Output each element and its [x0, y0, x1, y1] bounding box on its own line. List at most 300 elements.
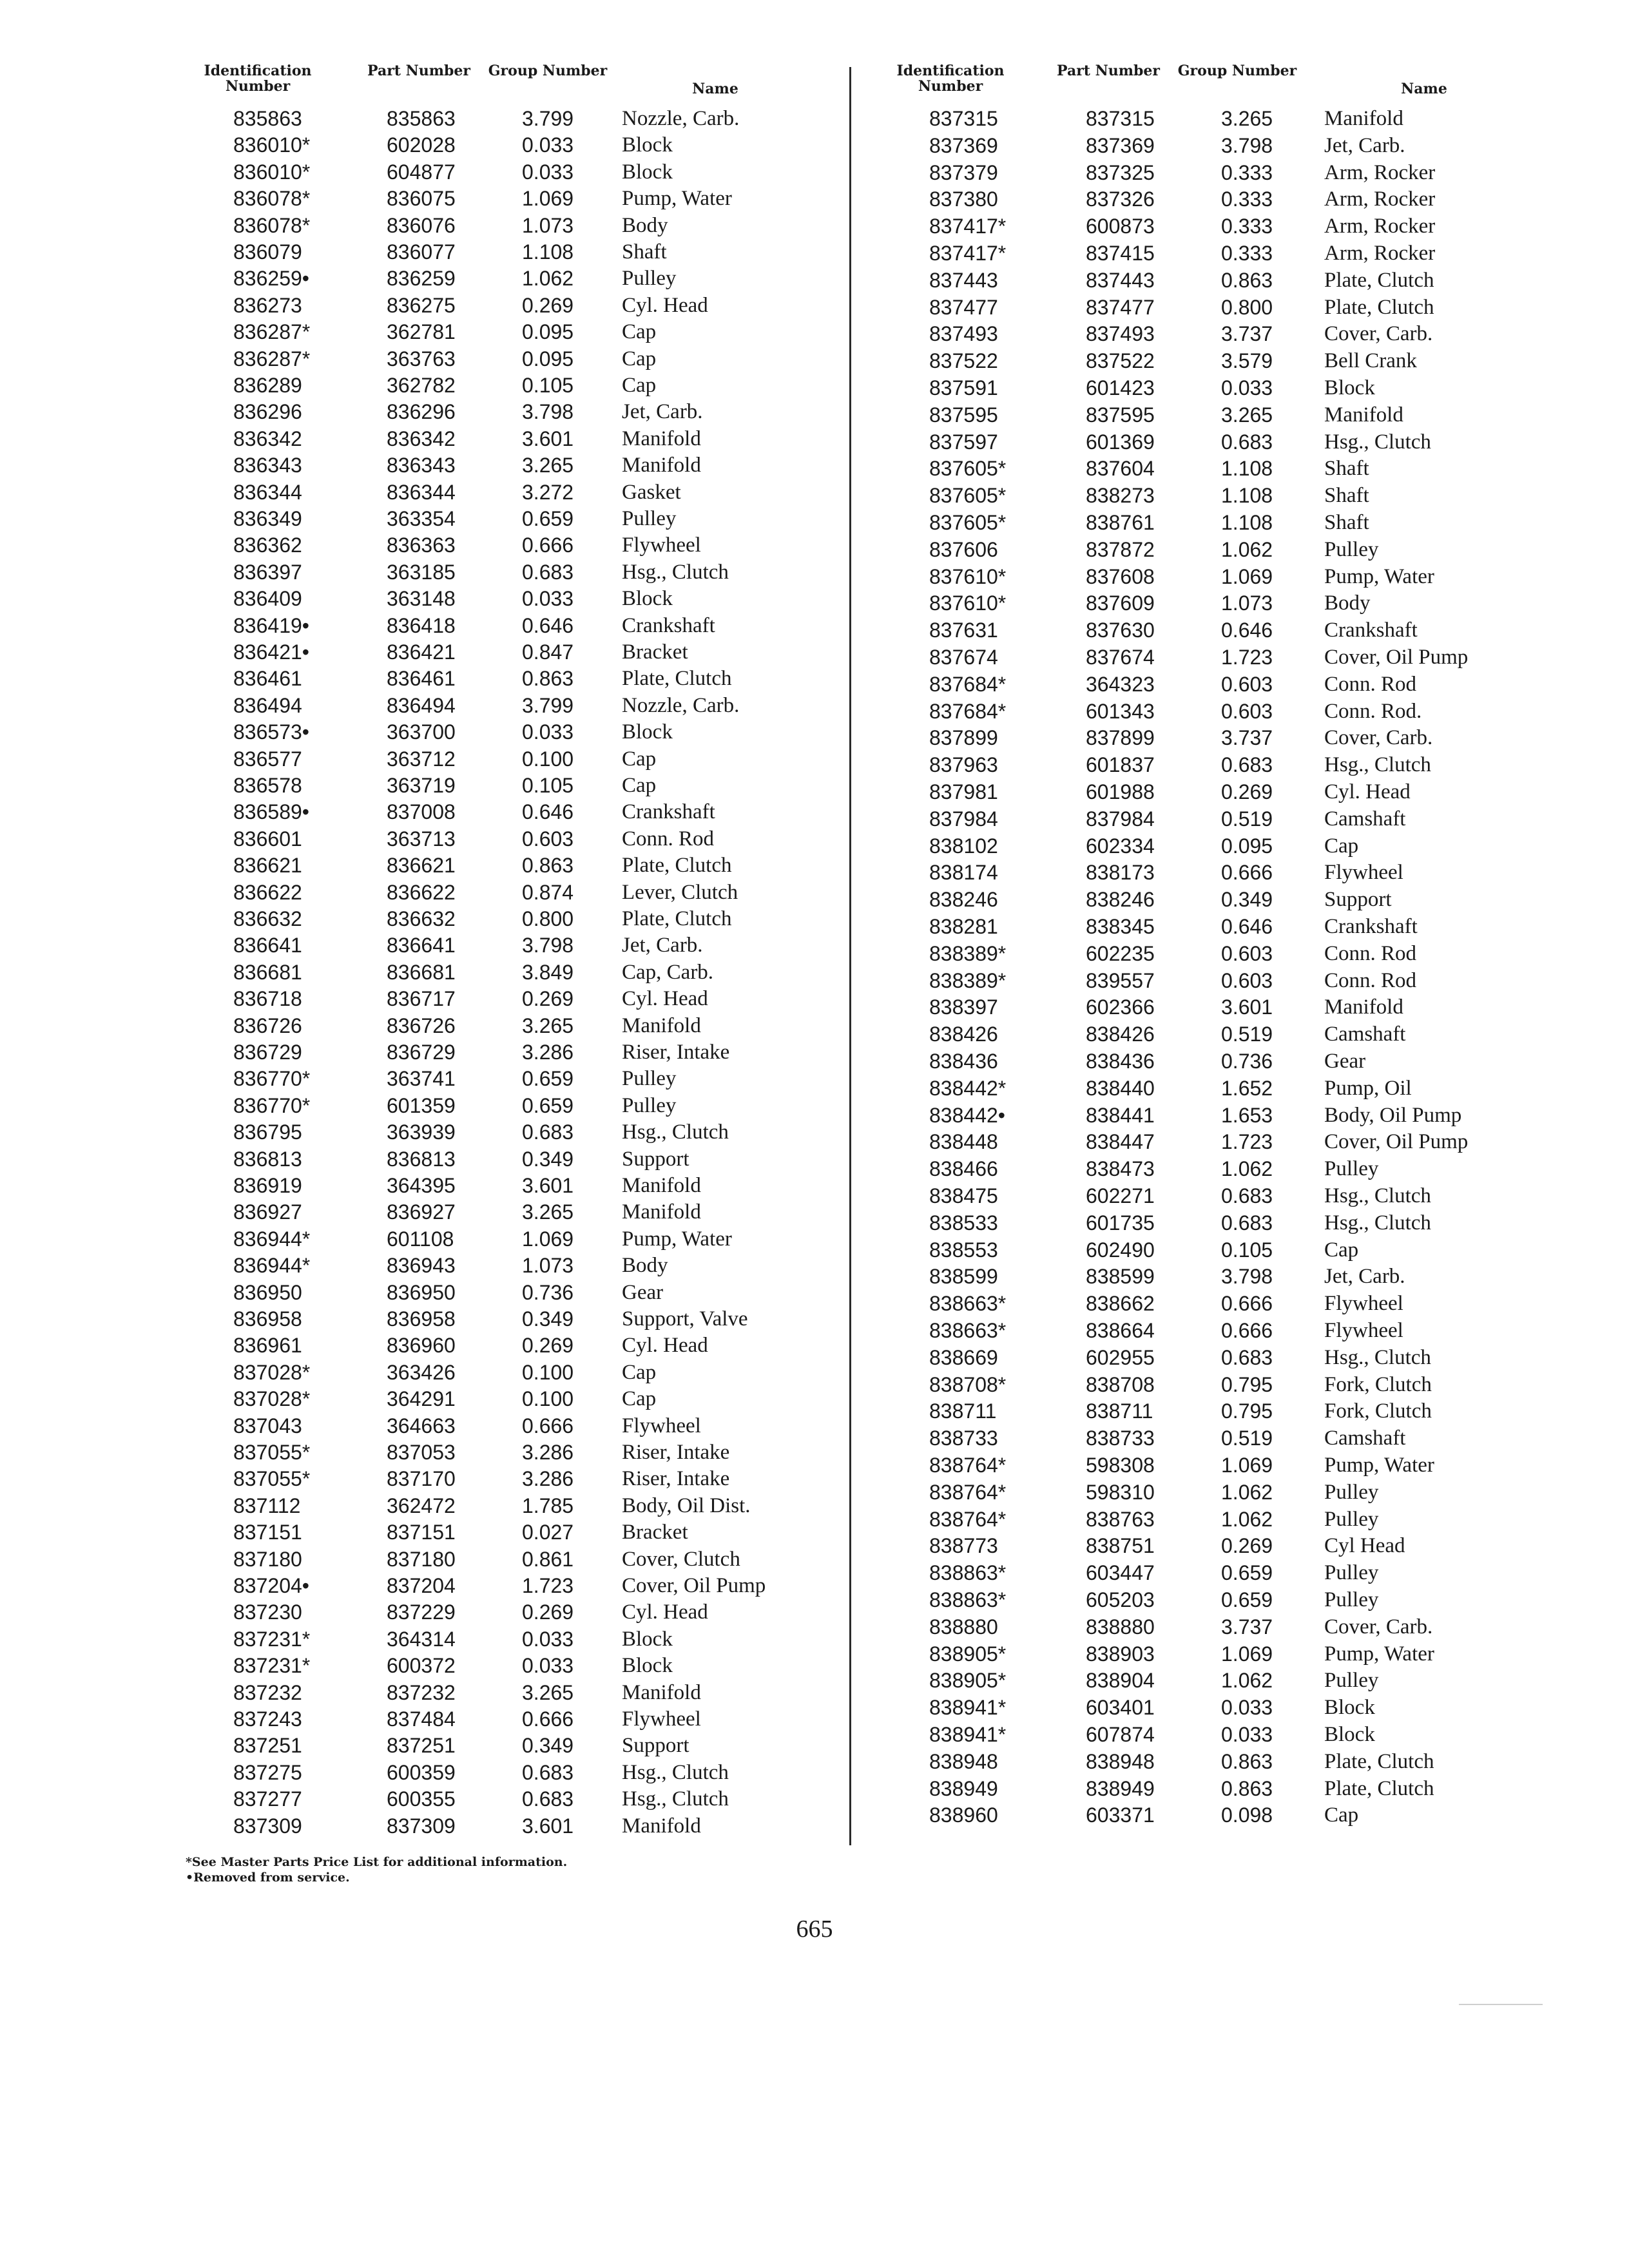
id-number-cell: 837277: [233, 1787, 302, 1811]
group-number-cell: 1.062: [1221, 1480, 1273, 1504]
group-number-cell: 0.105: [1221, 1238, 1273, 1262]
part-number-cell: 838246: [1086, 888, 1155, 912]
name-cell: Cap: [622, 1360, 657, 1384]
group-number-cell: 0.736: [522, 1280, 574, 1304]
part-number-cell: 837053: [387, 1441, 456, 1464]
group-number-cell: 0.666: [522, 533, 574, 557]
part-number-cell: 838751: [1086, 1534, 1155, 1558]
id-number-cell: 836287*: [233, 347, 311, 370]
footnotes: [186, 1854, 567, 1885]
name-cell: Cap: [622, 1387, 657, 1411]
group-number-cell: 0.683: [522, 1787, 574, 1811]
group-number-cell: 0.105: [522, 774, 574, 797]
name-cell: Pulley: [622, 267, 677, 291]
name-cell: Jet, Carb.: [622, 934, 703, 957]
part-number-cell: 837229: [387, 1600, 456, 1624]
group-number-cell: 0.603: [522, 827, 574, 850]
name-cell: Block: [1324, 1696, 1375, 1720]
name-cell: Hsg., Clutch: [1324, 753, 1431, 777]
part-number-cell: 838733: [1086, 1427, 1155, 1450]
id-number-cell: 836010*: [233, 133, 311, 157]
name-cell: Plate, Clutch: [1324, 1749, 1434, 1773]
group-number-cell: 0.519: [1221, 807, 1273, 831]
group-number-cell: 0.683: [1221, 430, 1273, 454]
id-number-cell: 838281: [929, 915, 998, 938]
id-number-cell: 837674: [929, 646, 998, 669]
group-number-cell: 0.646: [522, 800, 574, 824]
id-number-cell: 837380: [929, 187, 998, 211]
group-number-cell: 0.683: [1221, 1184, 1273, 1207]
group-number-cell: 3.265: [1221, 107, 1273, 130]
part-number-cell: 837630: [1086, 619, 1155, 642]
id-number-cell: 837963: [929, 753, 998, 777]
id-number-cell: 837243: [233, 1707, 302, 1731]
group-number-cell: 1.062: [1221, 1157, 1273, 1181]
name-cell: Cap: [622, 347, 657, 370]
part-number-cell: 838273: [1086, 484, 1155, 508]
part-number-cell: 836461: [387, 667, 456, 691]
id-number-cell: 838960: [929, 1803, 998, 1827]
id-number-cell: 836681: [233, 960, 302, 984]
name-cell: Manifold: [1324, 403, 1403, 427]
footnote-removed-from-service: •Removed from service.: [186, 1870, 350, 1885]
name-cell: Hsg., Clutch: [1324, 430, 1431, 454]
name-cell: Cap: [1324, 834, 1359, 858]
part-number-cell: 836344: [387, 480, 456, 504]
id-number-cell: 836577: [233, 747, 302, 771]
group-number-cell: 0.666: [522, 1707, 574, 1731]
part-number-cell: 838904: [1086, 1669, 1155, 1693]
group-number-cell: 3.798: [522, 400, 574, 424]
part-number-cell: 838880: [1086, 1615, 1155, 1639]
id-number-cell: 838773: [929, 1534, 998, 1558]
part-number-cell: 836960: [387, 1334, 456, 1358]
group-number-cell: 0.874: [522, 880, 574, 904]
name-cell: Cyl. Head: [622, 1334, 708, 1358]
part-number-cell: 836342: [387, 427, 456, 450]
part-number-cell: 602028: [387, 133, 456, 157]
group-number-cell: 0.666: [1221, 1292, 1273, 1316]
part-number-cell: 839557: [1086, 968, 1155, 992]
name-cell: Arm, Rocker: [1324, 242, 1436, 265]
part-number-cell: 836726: [387, 1014, 456, 1037]
id-number-cell: 837606: [929, 537, 998, 561]
part-number-cell: 836077: [387, 240, 456, 264]
id-number-cell: 836589•: [233, 800, 309, 824]
id-number-cell: 837231*: [233, 1627, 311, 1651]
part-number-cell: 602955: [1086, 1345, 1155, 1369]
group-number-cell: 3.265: [522, 1014, 574, 1037]
group-number-cell: 1.062: [522, 267, 574, 291]
group-number-cell: 0.269: [522, 1600, 574, 1624]
part-number-cell: 364663: [387, 1414, 456, 1437]
part-number-cell: 600355: [387, 1787, 456, 1811]
id-number-cell: 836494: [233, 693, 302, 717]
id-number-cell: 836397: [233, 560, 302, 584]
group-number-cell: 0.659: [1221, 1561, 1273, 1585]
id-number-cell: 836601: [233, 827, 302, 850]
part-number-cell: 837595: [1086, 403, 1155, 427]
group-number-cell: 0.603: [1221, 968, 1273, 992]
name-cell: Manifold: [622, 1014, 701, 1037]
group-number-cell: 0.646: [1221, 915, 1273, 938]
name-cell: Hsg., Clutch: [1324, 1345, 1431, 1369]
id-number-cell: 836919: [233, 1174, 302, 1197]
id-number-cell: 838949: [929, 1776, 998, 1800]
name-cell: Fork, Clutch: [1324, 1372, 1432, 1396]
id-number-cell: 837684*: [929, 699, 1007, 723]
part-number-cell: 837180: [387, 1547, 456, 1571]
part-number-cell: 604877: [387, 160, 456, 184]
name-cell: Pump, Oil: [1324, 1076, 1412, 1100]
id-number-cell: 836289: [233, 374, 302, 397]
id-number-cell: 837595: [929, 403, 998, 427]
group-number-cell: 1.723: [522, 1574, 574, 1597]
part-number-cell: 837309: [387, 1814, 456, 1838]
part-number-cell: 838949: [1086, 1776, 1155, 1800]
name-cell: Fork, Clutch: [1324, 1399, 1432, 1423]
part-number-cell: 363700: [387, 720, 456, 744]
part-number-cell: 363426: [387, 1360, 456, 1384]
part-number-cell: 836729: [387, 1041, 456, 1064]
group-number-cell: 0.683: [1221, 1211, 1273, 1235]
group-number-cell: 0.095: [522, 320, 574, 344]
id-number-cell: 836296: [233, 400, 302, 424]
name-cell: Cap: [622, 374, 657, 397]
group-number-cell: 3.265: [522, 1680, 574, 1704]
part-number-cell: 838708: [1086, 1372, 1155, 1396]
name-cell: Riser, Intake: [622, 1041, 730, 1064]
group-number-cell: 0.861: [522, 1547, 574, 1571]
part-number-cell: 836494: [387, 693, 456, 717]
name-cell: Hsg., Clutch: [622, 1120, 729, 1144]
id-number-cell: 836958: [233, 1307, 302, 1331]
part-number-cell: 601837: [1086, 753, 1155, 777]
group-number-cell: 3.798: [1221, 1265, 1273, 1289]
group-number-cell: 0.683: [1221, 753, 1273, 777]
part-number-cell: 838761: [1086, 511, 1155, 534]
name-cell: Pulley: [1324, 1561, 1379, 1585]
name-cell: Cap: [622, 747, 657, 771]
name-cell: Cap, Carb.: [622, 960, 714, 984]
part-number-cell: 363354: [387, 507, 456, 530]
name-cell: Block: [1324, 376, 1375, 399]
id-number-cell: 838880: [929, 1615, 998, 1639]
id-number-cell: 837610*: [929, 564, 1007, 588]
name-cell: Flywheel: [1324, 1292, 1403, 1316]
part-number-cell: 607874: [1086, 1723, 1155, 1746]
id-number-cell: 838863*: [929, 1588, 1007, 1611]
id-number-cell: 838246: [929, 888, 998, 912]
name-cell: Jet, Carb.: [1324, 1265, 1405, 1289]
header-part-number: Part Number: [1057, 62, 1160, 79]
group-number-cell: 1.069: [522, 187, 574, 211]
part-number-cell: 836943: [387, 1254, 456, 1278]
part-number-cell: 836363: [387, 533, 456, 557]
group-number-cell: 0.795: [1221, 1372, 1273, 1396]
id-number-cell: 838708*: [929, 1372, 1007, 1396]
name-cell: Plate, Clutch: [1324, 1776, 1434, 1800]
group-number-cell: 3.737: [1221, 1615, 1273, 1639]
scan-mark: [1459, 2004, 1543, 2005]
part-number-cell: 838436: [1086, 1050, 1155, 1073]
id-number-cell: 837597: [929, 430, 998, 454]
id-number-cell: 836461: [233, 667, 302, 691]
id-number-cell: 838905*: [929, 1669, 1007, 1693]
id-number-cell: 837493: [929, 322, 998, 346]
part-number-cell: 838345: [1086, 915, 1155, 938]
name-cell: Conn. Rod: [1324, 672, 1417, 696]
name-cell: Manifold: [1324, 995, 1403, 1019]
name-cell: Plate, Clutch: [1324, 295, 1434, 319]
id-number-cell: 837309: [233, 1814, 302, 1838]
name-cell: Cover, Oil Pump: [622, 1574, 766, 1597]
id-number-cell: 836726: [233, 1014, 302, 1037]
part-number-cell: 364291: [387, 1387, 456, 1411]
id-number-cell: 836078*: [233, 187, 311, 211]
name-cell: Cap: [622, 774, 657, 797]
name-cell: Cover, Carb.: [1324, 726, 1433, 750]
group-number-cell: 0.269: [522, 293, 574, 317]
id-number-cell: 838442•: [929, 1103, 1005, 1127]
group-number-cell: 1.723: [1221, 646, 1273, 669]
group-number-cell: 3.272: [522, 480, 574, 504]
id-number-cell: 836729: [233, 1041, 302, 1064]
part-number-cell: 364314: [387, 1627, 456, 1651]
group-number-cell: 1.108: [1221, 511, 1273, 534]
part-number-cell: 837251: [387, 1734, 456, 1758]
name-cell: Pulley: [1324, 1588, 1379, 1611]
part-number-cell: 837151: [387, 1521, 456, 1544]
id-number-cell: 836770*: [233, 1067, 311, 1091]
name-cell: Manifold: [622, 454, 701, 477]
part-number-cell: 837443: [1086, 268, 1155, 292]
id-number-cell: 837231*: [233, 1654, 311, 1678]
id-number-cell: 838389*: [929, 968, 1007, 992]
name-cell: Cover, Oil Pump: [1324, 1130, 1469, 1154]
id-number-cell: 838442*: [929, 1076, 1007, 1100]
name-cell: Hsg., Clutch: [1324, 1184, 1431, 1207]
id-number-cell: 836961: [233, 1334, 302, 1358]
group-number-cell: 3.601: [1221, 995, 1273, 1019]
group-number-cell: 0.033: [522, 1627, 574, 1651]
group-number-cell: 1.073: [1221, 591, 1273, 615]
group-number-cell: 1.073: [522, 1254, 574, 1278]
name-cell: Block: [622, 1627, 673, 1651]
group-number-cell: 0.519: [1221, 1427, 1273, 1450]
part-number-cell: 837204: [387, 1574, 456, 1597]
id-number-cell: 838733: [929, 1427, 998, 1450]
group-number-cell: 0.095: [1221, 834, 1273, 858]
id-number-cell: 838466: [929, 1157, 998, 1181]
id-number-cell: 838426: [929, 1023, 998, 1046]
group-number-cell: 0.603: [1221, 699, 1273, 723]
id-number-cell: 836622: [233, 880, 302, 904]
name-cell: Pump, Water: [1324, 564, 1434, 588]
id-number-cell: 837369: [929, 133, 998, 157]
part-number-cell: 836622: [387, 880, 456, 904]
part-number-cell: 364395: [387, 1174, 456, 1197]
name-cell: Crankshaft: [622, 613, 715, 637]
group-number-cell: 0.519: [1221, 1023, 1273, 1046]
id-number-cell: 836421•: [233, 640, 309, 664]
part-number-cell: 602334: [1086, 834, 1155, 858]
id-number-cell: 838174: [929, 861, 998, 885]
group-number-cell: 0.100: [522, 1360, 574, 1384]
group-number-cell: 0.800: [522, 907, 574, 930]
id-number-cell: 838669: [929, 1345, 998, 1369]
group-number-cell: 3.849: [522, 960, 574, 984]
id-number-cell: 837610*: [929, 591, 1007, 615]
id-number-cell: 838389*: [929, 941, 1007, 965]
group-number-cell: 0.349: [522, 1147, 574, 1171]
part-number-cell: 837984: [1086, 807, 1155, 831]
id-number-cell: 836010*: [233, 160, 311, 184]
group-number-cell: 1.069: [1221, 1642, 1273, 1666]
part-number-cell: 837872: [1086, 537, 1155, 561]
group-number-cell: 0.646: [1221, 619, 1273, 642]
part-number-cell: 837326: [1086, 187, 1155, 211]
group-number-cell: 0.269: [1221, 780, 1273, 803]
id-number-cell: 838436: [929, 1050, 998, 1073]
part-number-cell: 838763: [1086, 1507, 1155, 1531]
group-number-cell: 3.286: [522, 1441, 574, 1464]
id-number-cell: 837315: [929, 107, 998, 130]
group-number-cell: 0.033: [522, 133, 574, 157]
part-number-cell: 836296: [387, 400, 456, 424]
id-number-cell: 836641: [233, 934, 302, 957]
column-divider: [849, 67, 851, 1845]
group-number-cell: 3.737: [1221, 322, 1273, 346]
group-number-cell: 1.062: [1221, 537, 1273, 561]
group-number-cell: 0.683: [1221, 1345, 1273, 1369]
group-number-cell: 3.265: [1221, 403, 1273, 427]
name-cell: Pulley: [622, 1093, 677, 1117]
name-cell: Pulley: [1324, 537, 1379, 561]
name-cell: Pulley: [1324, 1480, 1379, 1504]
id-number-cell: 837591: [929, 376, 998, 399]
part-number-cell: 362472: [387, 1494, 456, 1517]
name-cell: Hsg., Clutch: [622, 560, 729, 584]
part-number-cell: 836958: [387, 1307, 456, 1331]
name-cell: Body, Oil Dist.: [622, 1494, 751, 1517]
group-number-cell: 0.033: [1221, 1723, 1273, 1746]
name-cell: Arm, Rocker: [1324, 187, 1436, 211]
group-number-cell: 1.062: [1221, 1507, 1273, 1531]
id-number-cell: 836950: [233, 1280, 302, 1304]
name-cell: Manifold: [622, 427, 701, 450]
name-cell: Body: [1324, 591, 1371, 615]
group-number-cell: 3.265: [522, 454, 574, 477]
part-number-cell: 836418: [387, 613, 456, 637]
part-number-cell: 836076: [387, 213, 456, 237]
id-number-cell: 836362: [233, 533, 302, 557]
part-number-cell: 837369: [1086, 133, 1155, 157]
name-cell: Support: [622, 1147, 689, 1171]
name-cell: Cover, Carb.: [1324, 322, 1433, 346]
name-cell: Cyl. Head: [622, 293, 708, 317]
part-number-cell: 602490: [1086, 1238, 1155, 1262]
id-number-cell: 837684*: [929, 672, 1007, 696]
group-number-cell: 0.349: [1221, 888, 1273, 912]
part-number-cell: 602271: [1086, 1184, 1155, 1207]
id-number-cell: 838905*: [929, 1642, 1007, 1666]
part-number-cell: 363719: [387, 774, 456, 797]
name-cell: Crankshaft: [622, 800, 715, 824]
name-cell: Bracket: [622, 1521, 688, 1544]
id-number-cell: 836344: [233, 480, 302, 504]
header-identification-number: Identification Number: [204, 62, 312, 95]
group-number-cell: 0.863: [522, 854, 574, 878]
name-cell: Arm, Rocker: [1324, 215, 1436, 238]
part-number-cell: 837484: [387, 1707, 456, 1731]
group-number-cell: 0.100: [522, 747, 574, 771]
part-number-cell: 838473: [1086, 1157, 1155, 1181]
id-number-cell: 837631: [929, 619, 998, 642]
name-cell: Plate, Clutch: [1324, 268, 1434, 292]
group-number-cell: 0.863: [1221, 1749, 1273, 1773]
name-cell: Flywheel: [1324, 861, 1403, 885]
part-number-cell: 838447: [1086, 1130, 1155, 1154]
id-number-cell: 838863*: [929, 1561, 1007, 1585]
part-number-cell: 603401: [1086, 1696, 1155, 1720]
name-cell: Bell Crank: [1324, 349, 1417, 373]
name-cell: Shaft: [1324, 484, 1369, 508]
group-number-cell: 1.069: [1221, 1454, 1273, 1477]
name-cell: Crankshaft: [1324, 915, 1418, 938]
name-cell: Cover, Clutch: [622, 1547, 740, 1571]
name-cell: Camshaft: [1324, 1427, 1406, 1450]
name-cell: Shaft: [1324, 457, 1369, 481]
group-number-cell: 0.863: [1221, 1776, 1273, 1800]
part-number-cell: 601735: [1086, 1211, 1155, 1235]
id-number-cell: 838941*: [929, 1696, 1007, 1720]
group-number-cell: 0.269: [522, 1334, 574, 1358]
name-cell: Hsg., Clutch: [622, 1760, 729, 1784]
part-number-cell: 837493: [1086, 322, 1155, 346]
name-cell: Hsg., Clutch: [622, 1787, 729, 1811]
part-number-cell: 364323: [1086, 672, 1155, 696]
name-cell: Pulley: [1324, 1157, 1379, 1181]
part-number-cell: 836681: [387, 960, 456, 984]
group-number-cell: 3.737: [1221, 726, 1273, 750]
name-cell: Block: [622, 1654, 673, 1678]
part-number-cell: 837008: [387, 800, 456, 824]
part-number-cell: 836950: [387, 1280, 456, 1304]
group-number-cell: 0.033: [522, 587, 574, 611]
id-number-cell: 838764*: [929, 1454, 1007, 1477]
id-number-cell: 837477: [929, 295, 998, 319]
part-number-cell: 837170: [387, 1467, 456, 1491]
name-cell: Shaft: [622, 240, 667, 264]
header-part-number: Part Number: [367, 62, 470, 79]
name-cell: Cover, Carb.: [1324, 1615, 1433, 1639]
id-number-cell: 838475: [929, 1184, 998, 1207]
group-number-cell: 0.333: [1221, 187, 1273, 211]
group-number-cell: 0.666: [1221, 1319, 1273, 1342]
name-cell: Crankshaft: [1324, 619, 1418, 642]
group-number-cell: 3.799: [522, 107, 574, 130]
name-cell: Body: [622, 213, 668, 237]
id-number-cell: 836409: [233, 587, 302, 611]
part-number-cell: 837899: [1086, 726, 1155, 750]
id-number-cell: 836342: [233, 427, 302, 450]
group-number-cell: 0.683: [522, 1760, 574, 1784]
id-number-cell: 837043: [233, 1414, 302, 1437]
name-cell: Block: [622, 587, 673, 611]
group-number-cell: 3.798: [522, 934, 574, 957]
group-number-cell: 0.033: [522, 160, 574, 184]
